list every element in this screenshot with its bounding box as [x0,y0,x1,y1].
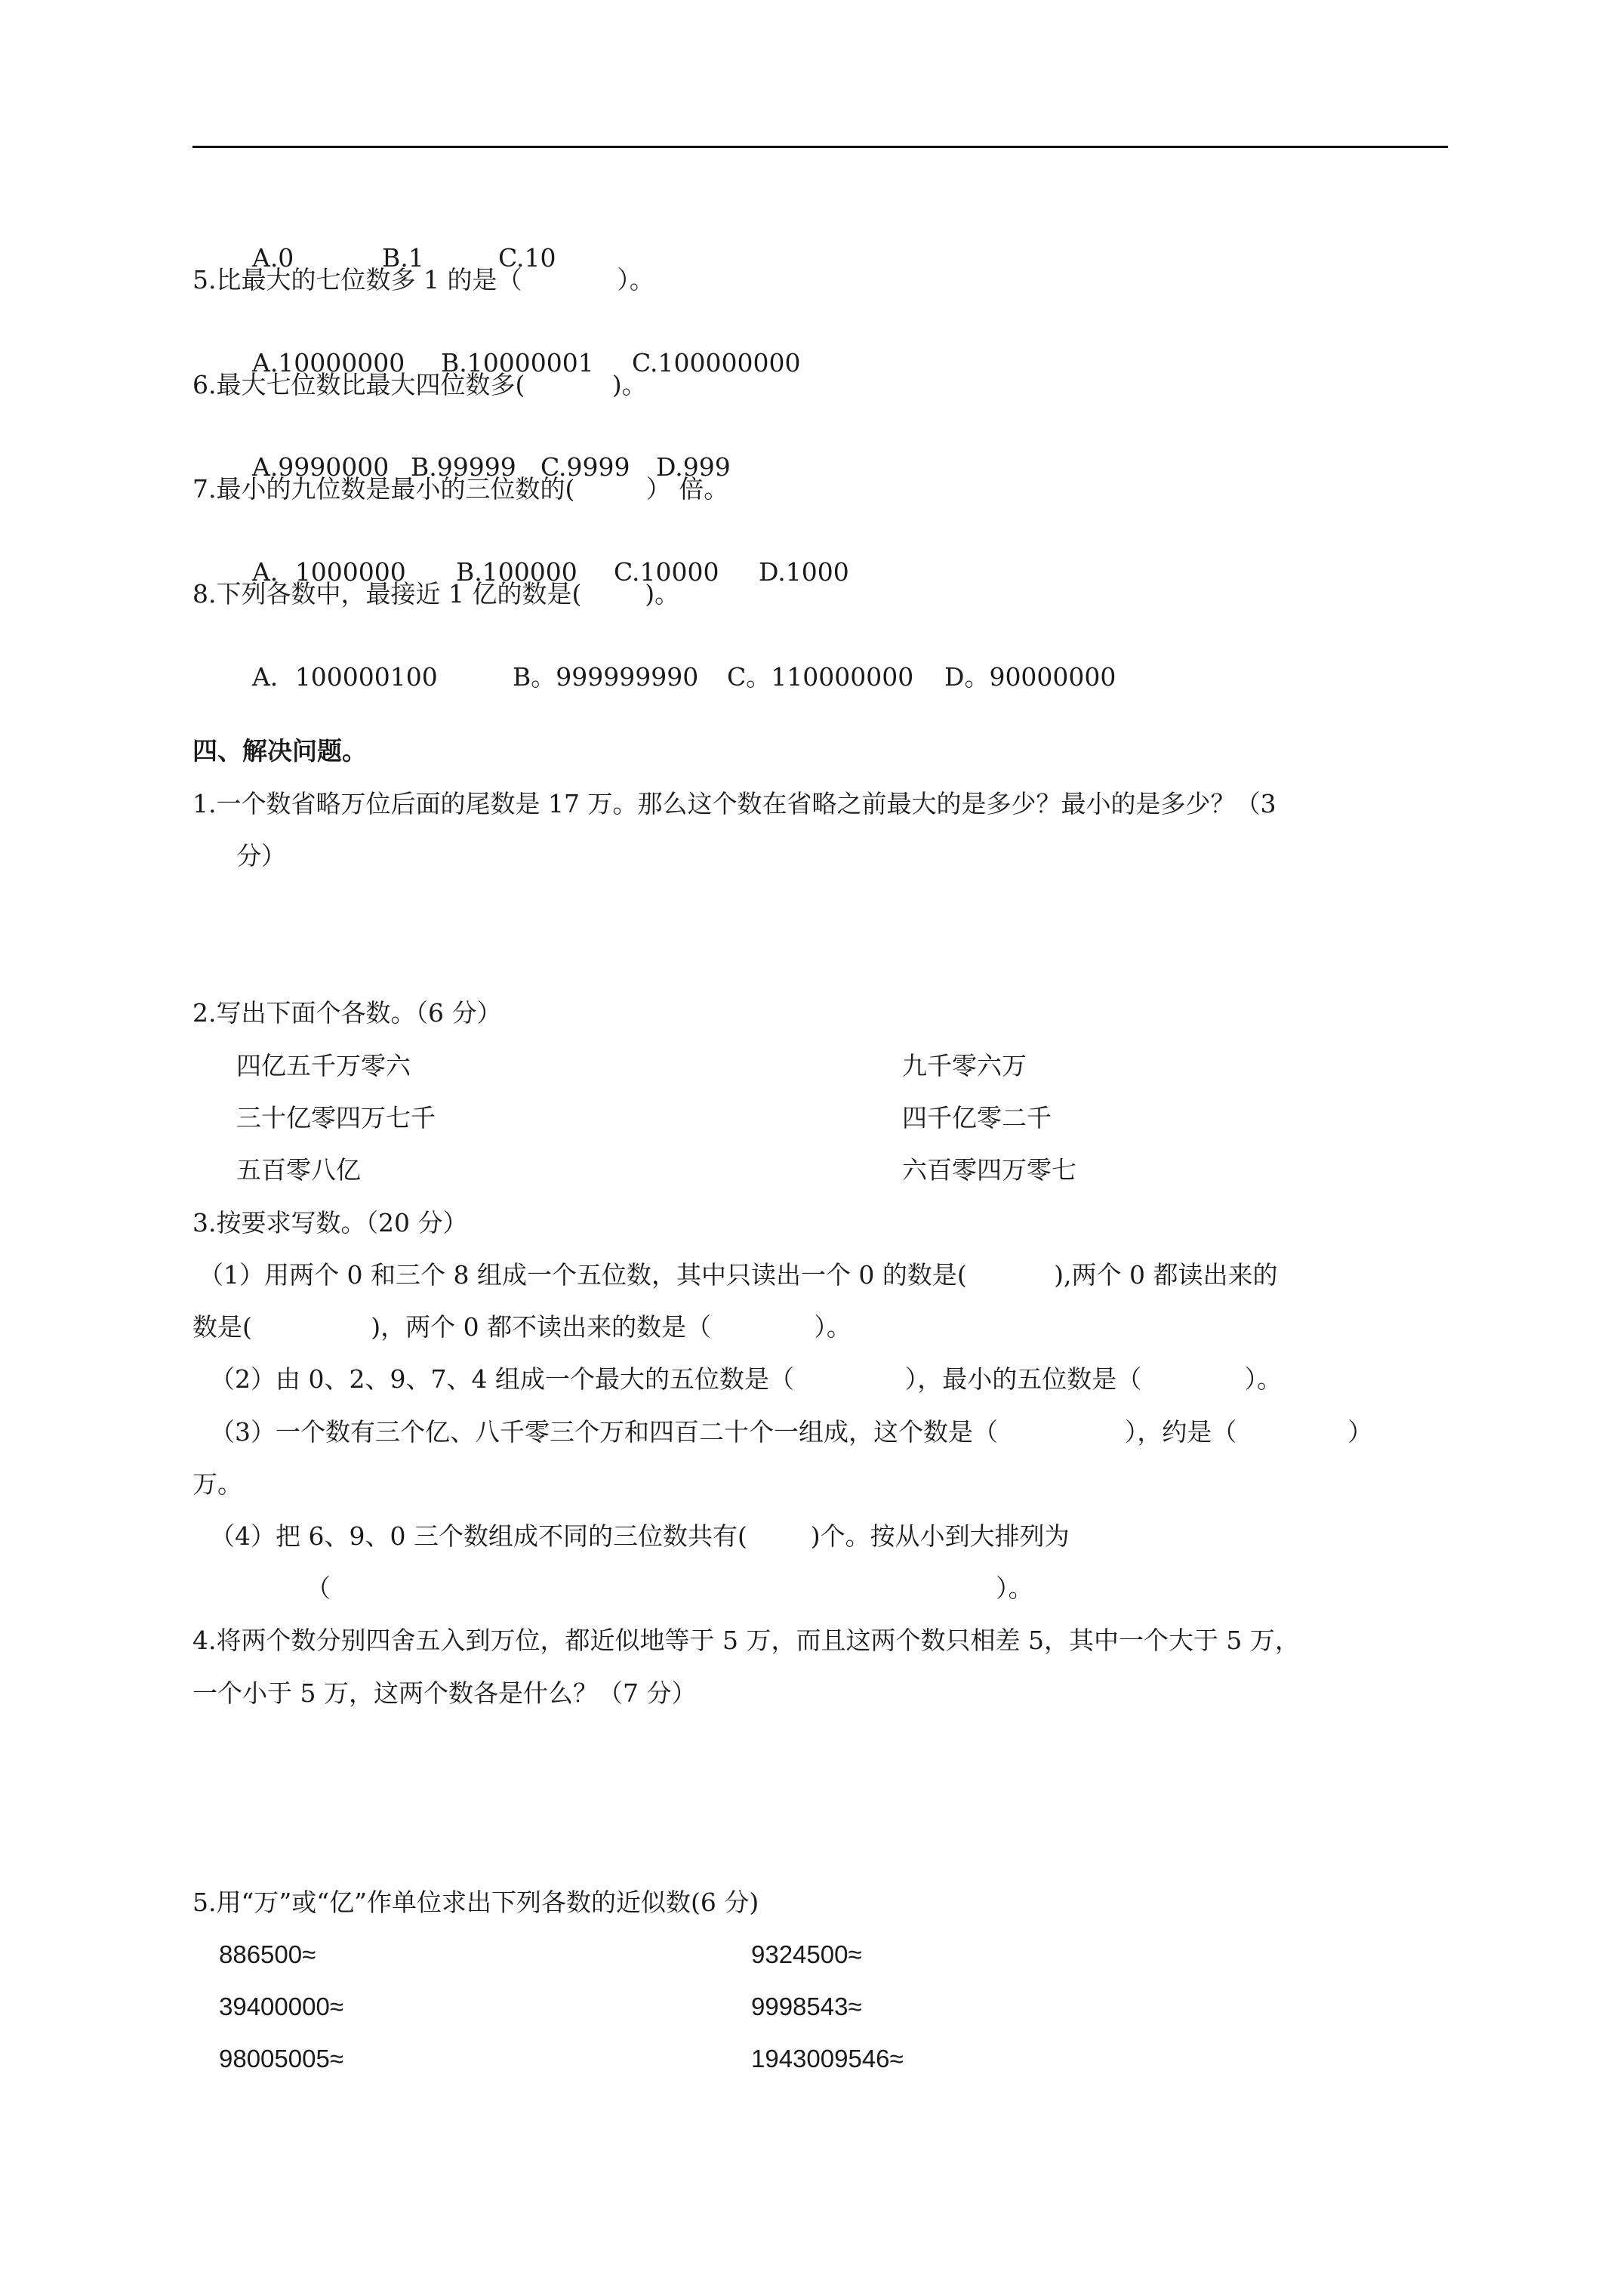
problem-4-line-1: 4.将两个数分别四舍五入到万位，都近似地等于 5 万，而且这两个数只相差 5，其中一个大于 5 万， [192,1626,1300,1655]
problem-3-part-4-line-2: （ ）。 [306,1573,1033,1603]
q4-options [236,213,556,273]
q5-option-b: B.10000001 [440,348,594,378]
q5-text: 5.比最大的七位数多 1 的是（ ）。 [192,265,654,294]
q4-option-a: A.0 [251,243,294,273]
q8-option-d: D。90000000 [944,662,1116,692]
q8-text: 8.下列各数中，最接近 1 亿的数是( )。 [192,579,680,609]
problem-3-part-3-line-2: 万。 [192,1469,242,1499]
problem-3-part-2: （2）由 0、2、9、7、4 组成一个最大的五位数是（ ），最小的五位数是（ ）。 [210,1364,1283,1394]
q7-text: 7.最小的九位数是最小的三位数的( ） 倍。 [192,474,729,504]
problem-3-part-1-line-2: 数是( )，两个 0 都不读出来的数是（ ）。 [192,1312,852,1342]
problem-5-item: 39400000≈ [219,1992,343,2020]
q7-options [236,527,849,587]
problem-2-item: 四亿五千万零六 [236,1051,411,1080]
problem-2-item: 九千零六万 [902,1051,1027,1080]
section-title: 四、解决问题。 [192,736,367,766]
q7-option-a: A．1000000 [251,557,406,587]
q7-option-c: C.10000 [613,557,719,587]
q4-option-c: C.10 [497,243,556,273]
q8-option-b: B。999999990 [512,662,699,692]
q6-option-d: D.999 [655,452,731,482]
problem-2-item: 三十亿零四万七千 [236,1103,436,1133]
q6-option-c: C.9999 [540,452,630,482]
problem-2-item: 四千亿零二千 [902,1103,1052,1133]
problem-5-item: 98005005≈ [219,2045,343,2073]
problem-2-item: 六百零四万零七 [902,1155,1076,1185]
q5-options [236,318,801,378]
q5-option-c: C.100000000 [631,348,801,378]
q5-option-a: A.10000000 [251,348,405,378]
problem-2-item: 五百零八亿 [236,1155,361,1185]
q6-option-a: A.9990000 [251,452,390,482]
q8-option-c: C。110000000 [726,662,914,692]
problem-3-title: 3.按要求写数。（20 分） [192,1208,468,1237]
problem-3-part-1-line-1: （1）用两个 0 和三个 8 组成一个五位数，其中只读出一个 0 的数是( ),两个 0 都读出来的 [199,1260,1278,1290]
problem-4-line-2: 一个小于 5 万，这两个数各是什么？（7 分） [192,1678,697,1708]
problem-2-title: 2.写出下面个各数。（6 分） [192,998,502,1028]
problem-5-title: 5.用“万”或“亿”作单位求出下列各数的近似数(6 分) [192,1888,759,1917]
problem-1-line-2: 分） [236,841,286,871]
problem-3-part-3-line-1: （3）一个数有三个亿、八千零三个万和四百二十个一组成，这个数是（ ），约是（ ） [210,1417,1373,1447]
q7-option-d: D.1000 [758,557,849,587]
problem-5-item: 9998543≈ [751,1992,862,2020]
q7-option-b: B.100000 [455,557,577,587]
q8-option-a: A．100000100 [251,662,438,692]
header-rule [192,146,1448,148]
q6-text: 6.最大七位数比最大四位数多( )。 [192,370,647,399]
problem-1-line-1: 1.一个数省略万位后面的尾数是 17 万。那么这个数在省略之前最大的是多少？最小的是多少？（3 [192,789,1277,818]
problem-5-item: 9324500≈ [751,1940,862,1968]
q6-option-b: B.99999 [410,452,516,482]
q6-options [236,422,731,482]
q4-option-b: B.1 [381,243,424,273]
problem-3-part-4-line-1: （4）把 6、9、0 三个数组成不同的三位数共有( )个。按从小到大排列为 [210,1521,1070,1551]
problem-5-item: 1943009546≈ [751,2045,904,2073]
problem-5-item: 886500≈ [219,1940,316,1968]
q8-options [236,632,1116,692]
